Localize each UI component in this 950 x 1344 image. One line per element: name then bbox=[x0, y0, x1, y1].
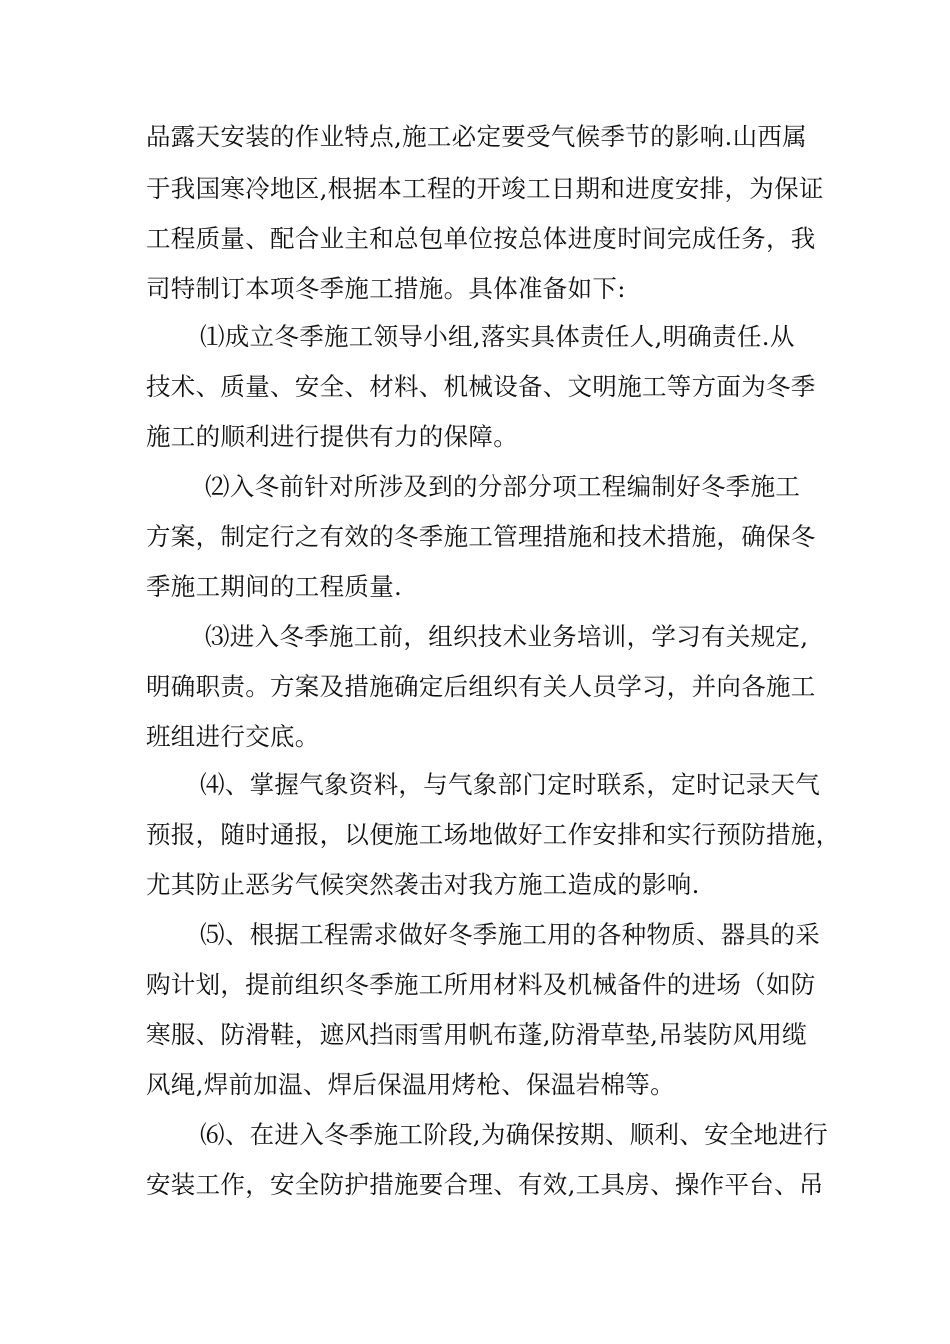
text-line-19: 寒服、防滑鞋，遮风挡雨雪用帆布蓬,防滑草垫,吊装防风用缆 bbox=[146, 1020, 807, 1049]
text-line-3: 工程质量、配合业主和总包单位按总体进度时间完成任务，我 bbox=[146, 224, 816, 253]
text-line-20: 风绳,焊前加温、焊后保温用烤枪、保温岩棉等。 bbox=[146, 1070, 675, 1099]
text-line-22: 安装工作，安全防护措施要合理、有效,工具房、操作平台、吊 bbox=[146, 1170, 824, 1199]
text-line-7: 施工的顺利进行提供有力的保障。 bbox=[146, 422, 518, 451]
text-line-21: ⑹、在进入冬季施工阶段,为确保按期、顺利、安全地进行 bbox=[200, 1120, 829, 1149]
text-line-16: 尤其防止恶劣气候突然袭击对我方施工造成的影响. bbox=[146, 870, 700, 899]
text-line-6: 技术、质量、安全、材料、机械设备、文明施工等方面为冬季 bbox=[146, 372, 816, 401]
text-line-1: 品露天安装的作业特点,施工必定要受气候季节的影响.山西属 bbox=[146, 122, 807, 151]
text-line-15: 预报，随时通报，以便施工场地做好工作安排和实行预防措施， bbox=[146, 820, 841, 849]
text-line-4: 司特制订本项冬季施工措施。具体准备如下: bbox=[146, 274, 626, 303]
text-line-10: 季施工期间的工程质量. bbox=[146, 572, 403, 601]
text-line-18: 购计划，提前组织冬季施工所用材料及机械备件的进场（如防 bbox=[146, 970, 816, 999]
text-line-9: 方案，制定行之有效的冬季施工管理措施和技术措施，确保冬 bbox=[146, 522, 816, 551]
text-line-11: ⑶进入冬季施工前，组织技术业务培训，学习有关规定, bbox=[205, 622, 809, 651]
text-line-5: ⑴成立冬季施工领导小组,落实具体责任人,明确责任.从 bbox=[200, 322, 795, 351]
text-line-2: 于我国寒冷地区,根据本工程的开竣工日期和进度安排，为保证 bbox=[146, 174, 824, 203]
text-line-12: 明确职责。方案及措施确定后组织有关人员学习，并向各施工 bbox=[146, 672, 816, 701]
text-line-13: 班组进行交底。 bbox=[146, 722, 320, 751]
text-line-8: ⑵入冬前针对所涉及到的分部分项工程编制好冬季施工 bbox=[205, 472, 801, 501]
text-line-17: ⑸、根据工程需求做好冬季施工用的各种物质、器具的采 bbox=[200, 920, 820, 949]
text-line-14: ⑷、掌握气象资料，与气象部门定时联系，定时记录天气 bbox=[200, 770, 820, 799]
